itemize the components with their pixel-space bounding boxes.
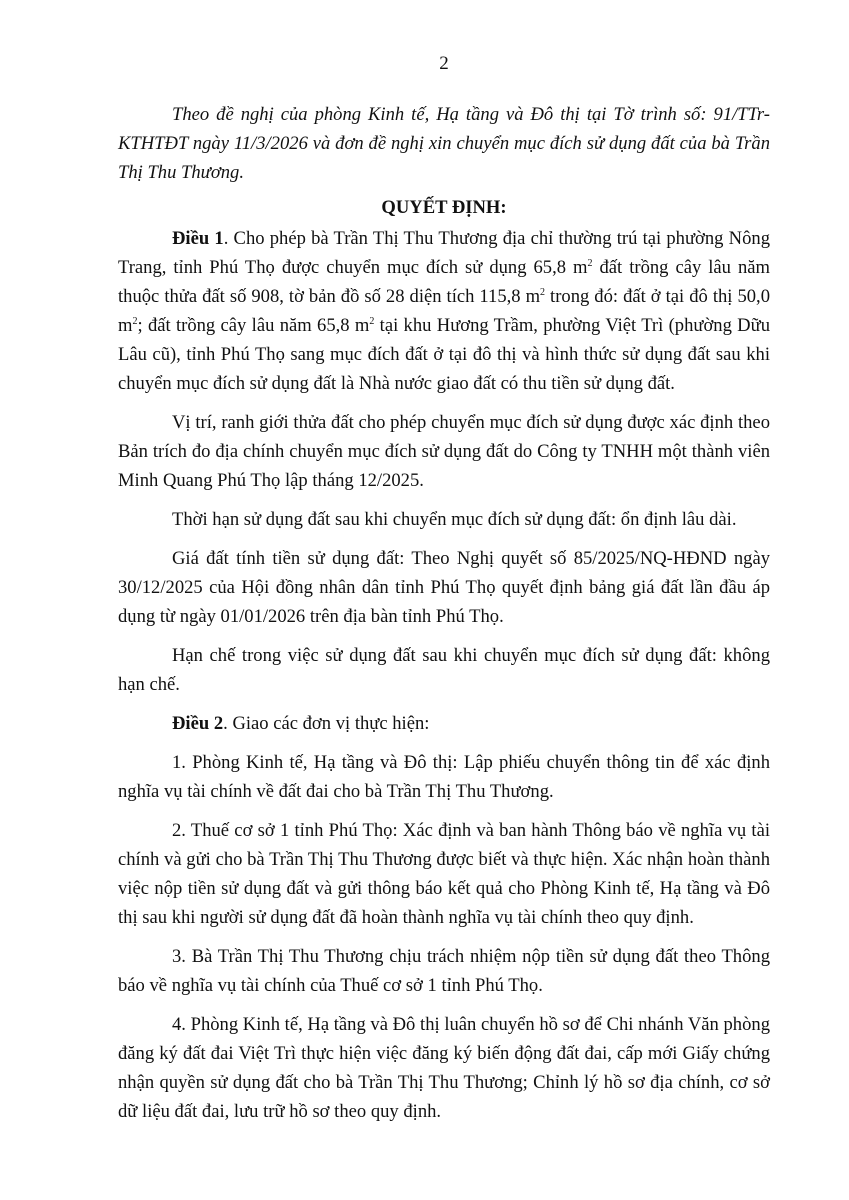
superscript: 2 [369,316,375,327]
article-1-text-5: tại khu Hương Trầm, phường Việt Trì (phường Dữu Lâu cũ), tỉnh Phú Thọ sang mục đích đất ở tại đô thị và hình thức sử dụng đất sau khi chuyển mục đích sử dụng đất là Nhà nước giao đất có thu tiền sử dụng đất. [118,315,770,394]
article-2-paragraph [118,709,770,738]
article-2-item: 3. Bà Trần Thị Thu Thương chịu trách nhiệm nộp tiền sử dụng đất theo Thông báo về nghĩa vụ tài chính của Thuế cơ sở 1 tỉnh Phú Thọ. [118,946,770,996]
article-1-text-3: trong đó: đất ở tại đô thị 50,0 m [118,286,771,336]
superscript: 2 [132,316,138,327]
article-1-text-2: đất trồng cây lâu năm thuộc thửa đất số 908, tờ bản đồ số 28 diện tích 115,8 m [118,257,770,307]
article-2-item: 1. Phòng Kinh tế, Hạ tầng và Đô thị: Lập phiếu chuyển thông tin để xác định nghĩa vụ tài chính về đất đai cho bà Trần Thị Thu Thương. [118,752,770,802]
superscript: 2 [587,258,593,269]
article-1-text-1: . Cho phép bà Trần Thị Thu Thương địa chỉ thường trú tại phường Nông Trang, tỉnh Phú Thọ được chuyển mục đích sử dụng 65,8 m [118,228,770,278]
article-2-item: 4. Phòng Kinh tế, Hạ tầng và Đô thị luân chuyển hồ sơ để Chi nhánh Văn phòng đăng ký đất đai Việt Trì thực hiện việc đăng ký biến động đất đai, cấp mới Giấy chứng nhận quyền sử dụng đất cho bà Trần Thị Thu Thương; Chỉnh lý hồ sơ địa chính, cơ sở dữ liệu đất đai, lưu trữ hồ sơ theo quy định. [118,1014,770,1122]
superscript: 2 [540,287,546,298]
location-paragraph: Vị trí, ranh giới thửa đất cho phép chuyển mục đích sử dụng được xác định theo Bản trích đo địa chính chuyển mục đích sử dụng đất do Công ty TNHH một thành viên Minh Quang Phú Thọ lập tháng 12/2025. [118,412,770,491]
article-2-item: 2. Thuế cơ sở 1 tỉnh Phú Thọ: Xác định và ban hành Thông báo về nghĩa vụ tài chính và gửi cho bà Trần Thị Thu Thương được biết và thực hiện. Xác nhận hoàn thành việc nộp tiền sử dụng đất và gửi thông báo kết quả cho Phòng Kinh tế, Hạ tầng và Đô thị sau khi người sử dụng đất đã hoàn thành nghĩa vụ tài chính theo quy định. [118,820,770,928]
article-1-paragraph [118,224,770,398]
article-2-label: Điều 2 [172,713,224,734]
preamble-paragraph: Theo đề nghị của phòng Kinh tế, Hạ tầng và Đô thị tại Tờ trình số: 91/TTr-KTHTĐT ngày 11/3/2026 và đơn đề nghị xin chuyển mục đích sử dụng đất của bà Trần Thị Thu Thương. [118,104,770,183]
article-1-label: Điều 1 [172,228,224,249]
duration-paragraph: Thời hạn sử dụng đất sau khi chuyển mục đích sử dụng đất: ổn định lâu dài. [172,509,737,530]
restriction-paragraph: Hạn chế trong việc sử dụng đất sau khi chuyển mục đích sử dụng đất: không hạn chế. [118,645,770,695]
page-number: 2 [439,53,449,74]
document-page [118,52,770,1126]
price-paragraph: Giá đất tính tiền sử dụng đất: Theo Nghị quyết số 85/2025/NQ-HĐND ngày 30/12/2025 của Hội đồng nhân dân tỉnh Phú Thọ quyết định bảng giá đất lần đầu áp dụng từ ngày 01/01/2026 trên địa bàn tỉnh Phú Thọ. [118,548,770,627]
article-2-intro: . Giao các đơn vị thực hiện: [223,713,430,734]
article-1-text-4: ; đất trồng cây lâu năm 65,8 m [137,315,370,336]
decision-heading: QUYẾT ĐỊNH: [381,197,507,218]
